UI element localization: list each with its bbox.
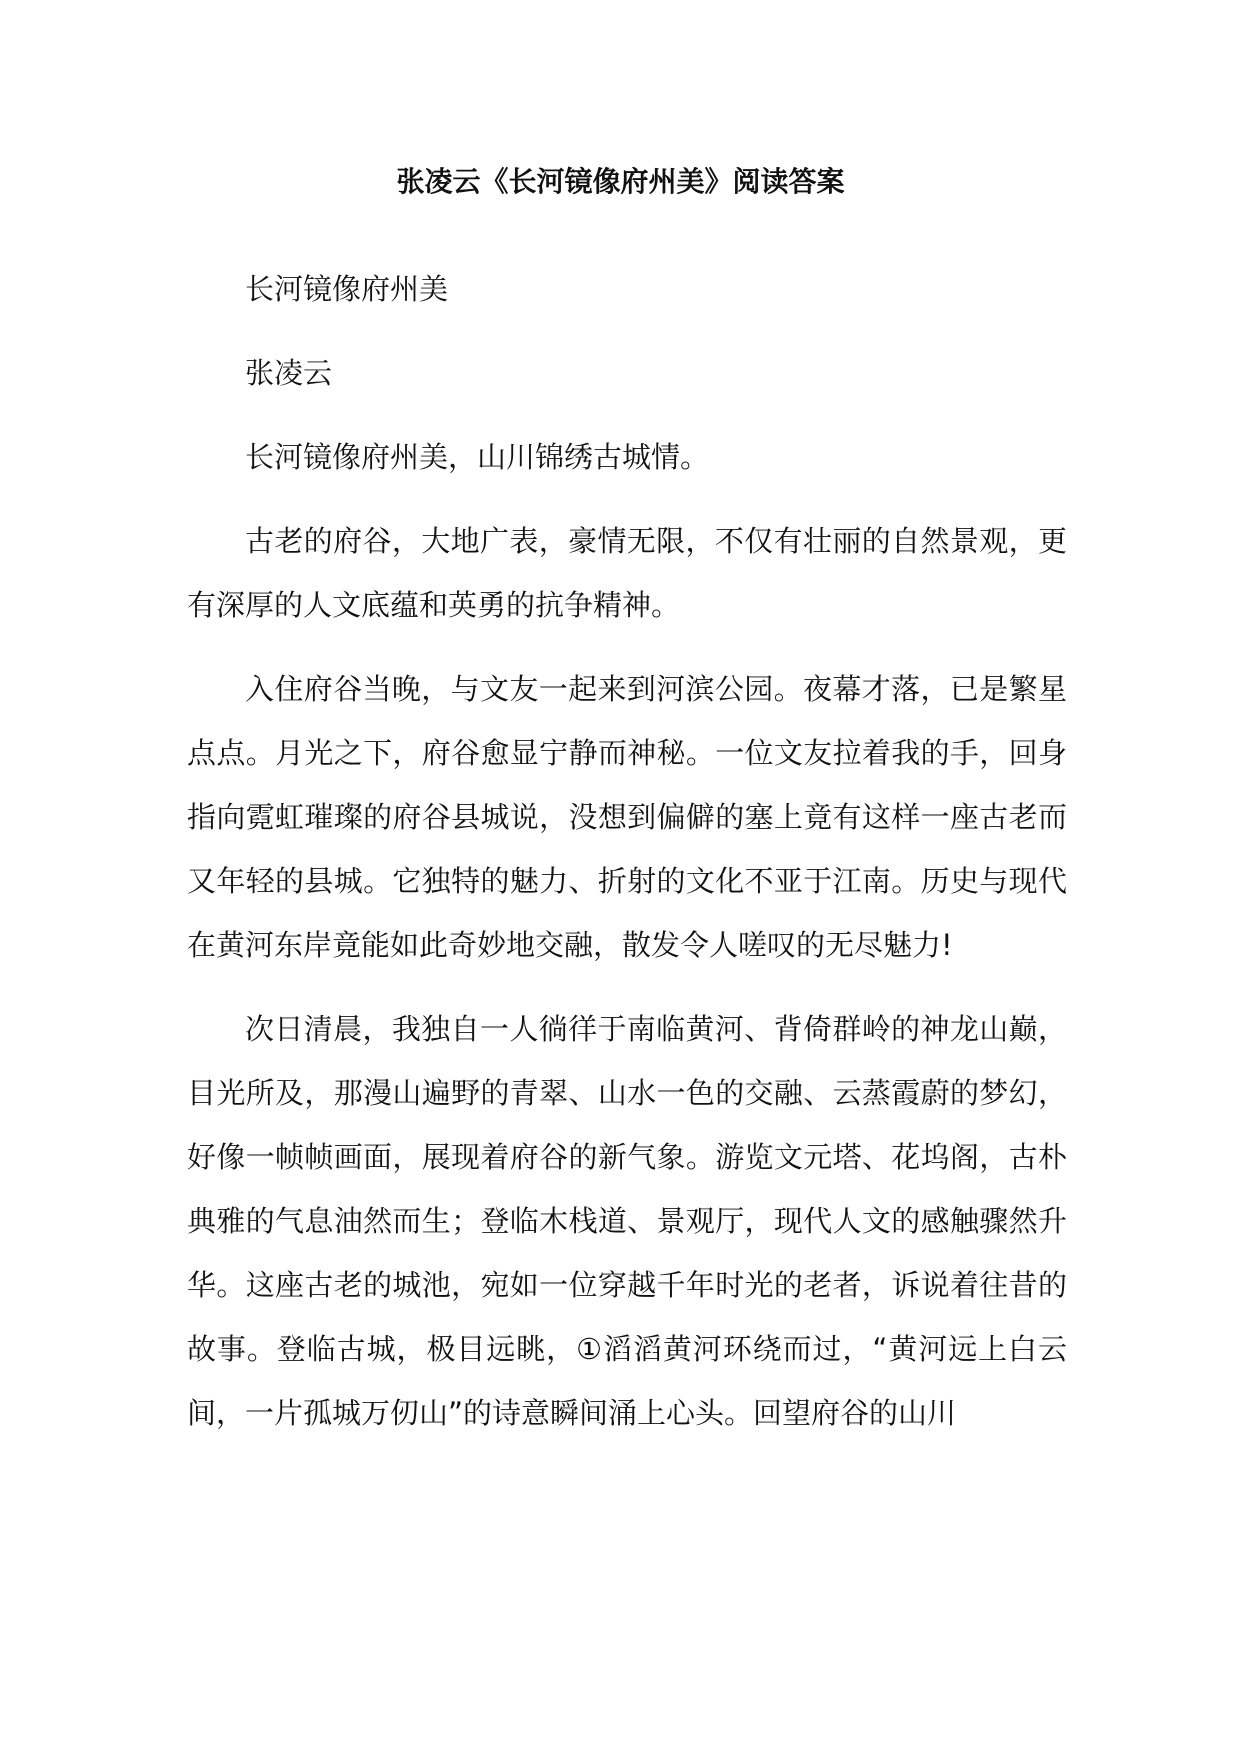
- paragraph: 入住府谷当晚，与文友一起来到河滨公园。夜幕才落，已是繁星点点。月光之下，府谷愈显宁静而神秘。一位文友拉着我的手，回身指向霓虹璀璨的府谷县城说，没想到偏僻的塞上竟有这样一座古老而又年轻的县城。它独特的魅力、折射的文化不亚于江南。历史与现代在黄河东岸竟能如此奇妙地交融，散发令人嗟叹的无尽魅力!: [187, 672, 1067, 962]
- document-title: 张凌云《长河镜像府州美》阅读答案: [396, 165, 845, 198]
- paragraph: 次日清晨，我独自一人徜徉于南临黄河、背倚群岭的神龙山巅，目光所及，那漫山遍野的青翠、山水一色的交融、云蒸霞蔚的梦幻，好像一帧帧画面，展现着府谷的新气象。游览文元塔、花坞阁，古朴典雅的气息油然而生；登临木栈道、景观厅，现代人文的感触骤然升华。这座古老的城池，宛如一位穿越千年时光的老者，诉说着往昔的故事。登临古城，极目远眺，①滔滔黄河环绕而过，“黄河远上白云间，一片孤城万仞山”的诗意瞬间涌上心头。回望府谷的山川: [187, 1012, 1067, 1430]
- paragraph: 古老的府谷，大地广表，豪情无限，不仅有壮丽的自然景观，更有深厚的人文底蕴和英勇的抗争精神。: [187, 524, 1067, 622]
- essay-title: 长河镜像府州美: [245, 272, 449, 306]
- document-body: [187, 257, 1067, 1465]
- author-name: 张凌云: [245, 356, 333, 390]
- paragraph: 长河镜像府州美，山川锦绣古城情。: [245, 440, 710, 474]
